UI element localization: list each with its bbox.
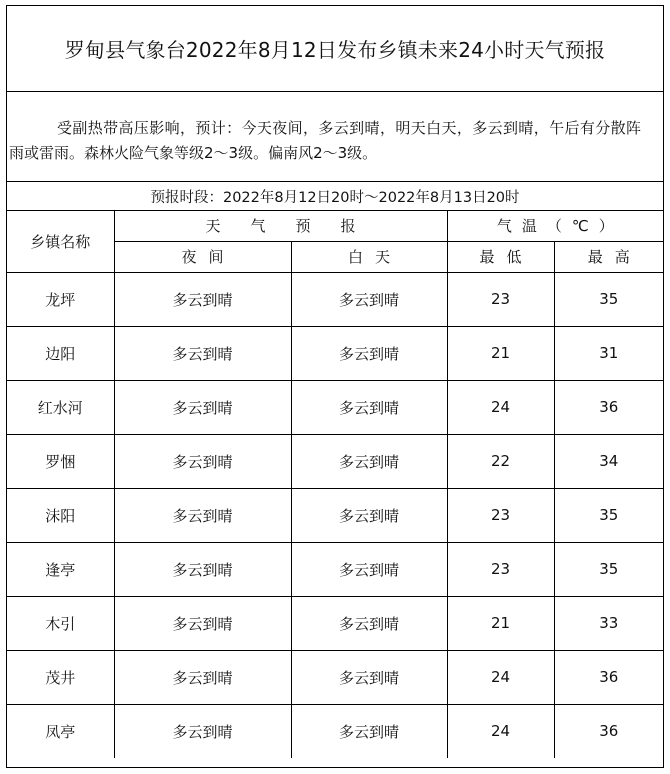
forecast-period: 预报时段：2022年8月12日20时～2022年8月13日20时 [7,182,663,211]
night-weather: 多云到晴 [114,272,291,326]
table-row [7,704,663,758]
header-forecast: 天气预报 [114,211,447,241]
low-temp: 23 [447,488,554,542]
town-name: 红水河 [7,380,114,434]
night-weather: 多云到晴 [114,488,291,542]
header-temperature: 气温（℃） [447,211,663,241]
high-temp: 35 [554,542,663,596]
town-name: 木引 [7,596,114,650]
day-weather: 多云到晴 [291,434,447,488]
town-name: 罗悃 [7,434,114,488]
document-title: 罗甸县气象台2022年8月12日发布乡镇未来24小时天气预报 [7,6,663,92]
table-row [7,272,663,326]
high-temp: 35 [554,488,663,542]
high-temp: 34 [554,434,663,488]
header-high: 最高 [554,241,663,272]
day-weather: 多云到晴 [291,488,447,542]
low-temp: 24 [447,704,554,758]
night-weather: 多云到晴 [114,326,291,380]
table-row [7,650,663,704]
day-weather: 多云到晴 [291,542,447,596]
table-row [7,380,663,434]
low-temp: 24 [447,380,554,434]
header-night: 夜间 [114,241,291,272]
high-temp: 33 [554,596,663,650]
table-row [7,434,663,488]
high-temp: 31 [554,326,663,380]
high-temp: 36 [554,650,663,704]
night-weather: 多云到晴 [114,434,291,488]
town-name: 边阳 [7,326,114,380]
night-weather: 多云到晴 [114,650,291,704]
night-weather: 多云到晴 [114,380,291,434]
day-weather: 多云到晴 [291,272,447,326]
town-name: 沫阳 [7,488,114,542]
header-town: 乡镇名称 [7,211,114,272]
table-row [7,596,663,650]
night-weather: 多云到晴 [114,704,291,758]
table-row [7,326,663,380]
day-weather: 多云到晴 [291,596,447,650]
town-name: 逢亭 [7,542,114,596]
forecast-document [6,5,664,768]
town-name: 凤亭 [7,704,114,758]
night-weather: 多云到晴 [114,542,291,596]
low-temp: 21 [447,596,554,650]
day-weather: 多云到晴 [291,650,447,704]
low-temp: 24 [447,650,554,704]
high-temp: 35 [554,272,663,326]
forecast-table [7,211,663,758]
low-temp: 23 [447,542,554,596]
night-weather: 多云到晴 [114,596,291,650]
day-weather: 多云到晴 [291,380,447,434]
day-weather: 多云到晴 [291,326,447,380]
high-temp: 36 [554,380,663,434]
high-temp: 36 [554,704,663,758]
town-name: 龙坪 [7,272,114,326]
town-name: 茂井 [7,650,114,704]
low-temp: 21 [447,326,554,380]
low-temp: 23 [447,272,554,326]
day-weather: 多云到晴 [291,704,447,758]
header-day: 白天 [291,241,447,272]
forecast-summary: 受副热带高压影响，预计：今天夜间，多云到晴，明天白天，多云到晴，午后有分散阵雨或雷雨。森林火险气象等级2～3级。偏南风2～3级。 [7,92,663,182]
table-row [7,488,663,542]
header-low: 最低 [447,241,554,272]
low-temp: 22 [447,434,554,488]
table-row [7,542,663,596]
